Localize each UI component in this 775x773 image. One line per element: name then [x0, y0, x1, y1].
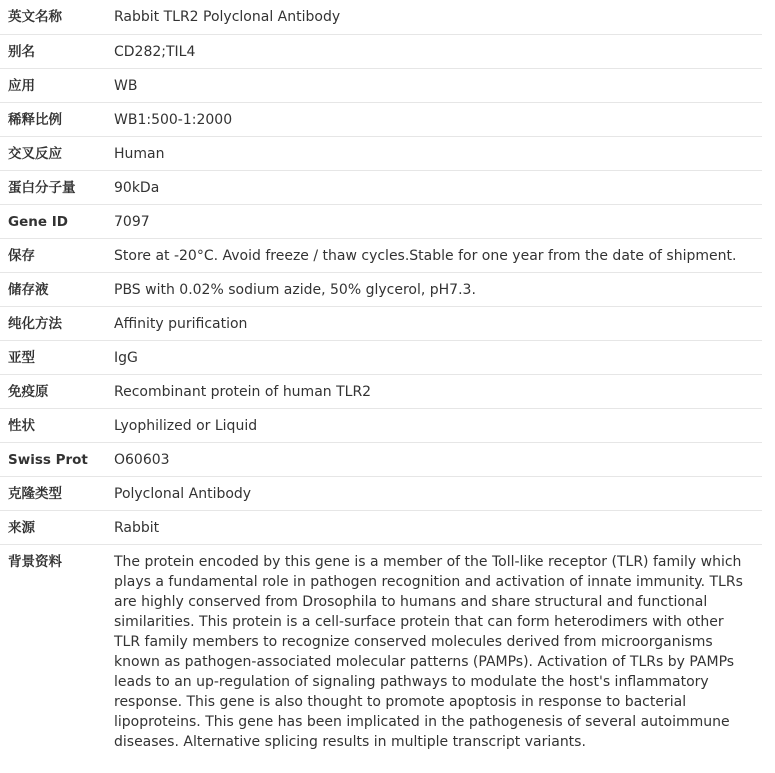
spec-label: 英文名称: [0, 0, 114, 34]
spec-value: Store at -20°C. Avoid freeze / thaw cycles.Stable for one year from the date of shipment.: [114, 238, 762, 272]
spec-row-immunogen: [0, 374, 762, 408]
spec-row-form: [0, 408, 762, 442]
spec-value: PBS with 0.02% sodium azide, 50% glycerol, pH7.3.: [114, 272, 762, 306]
spec-value: Human: [114, 136, 762, 170]
spec-value: [114, 544, 762, 758]
spec-label: 性状: [0, 408, 114, 442]
spec-row-isotype: [0, 340, 762, 374]
spec-label: 保存: [0, 238, 114, 272]
spec-row-molecular-weight: [0, 170, 762, 204]
spec-label: 交叉反应: [0, 136, 114, 170]
spec-value: 90kDa: [114, 170, 762, 204]
spec-value: Affinity purification: [114, 306, 762, 340]
spec-row-host: [0, 510, 762, 544]
spec-value: Lyophilized or Liquid: [114, 408, 762, 442]
spec-value: Polyclonal Antibody: [114, 476, 762, 510]
spec-row-gene-id: [0, 204, 762, 238]
spec-label: 克隆类型: [0, 476, 114, 510]
spec-value: WB: [114, 68, 762, 102]
spec-label: Gene ID: [0, 204, 114, 238]
background-description: The protein encoded by this gene is a member of the Toll-like receptor (TLR) family which plays a fundamental role in pathogen recognition and activation of innate immunity. TLRs are highly conserved from Drosophila to humans and share structural and functional similarities. This protein is a cell-surface protein that can form heterodimers with other TLR family members to recognize conserved molecules derived from microorganisms known as pathogen-associated molecular patterns (PAMPs). Activation of TLRs by PAMPs leads to an up-regulation of signaling pathways to modulate the host's inflammatory response. This gene is also thought to promote apoptosis in response to bacterial lipoproteins. This gene has been implicated in the pathogenesis of several autoimmune diseases. Alternative splicing results in multiple transcript variants.: [114, 553, 743, 750]
spec-label: 稀释比例: [0, 102, 114, 136]
spec-value: Rabbit TLR2 Polyclonal Antibody: [114, 0, 762, 34]
spec-label: 别名: [0, 34, 114, 68]
spec-row-buffer: [0, 272, 762, 306]
spec-row-reactivity: [0, 136, 762, 170]
spec-label: Swiss Prot: [0, 442, 114, 476]
spec-label: 纯化方法: [0, 306, 114, 340]
spec-row-swiss-prot: [0, 442, 762, 476]
spec-label: 亚型: [0, 340, 114, 374]
spec-value: Rabbit: [114, 510, 762, 544]
spec-value: CD282;TIL4: [114, 34, 762, 68]
spec-row-application: [0, 68, 762, 102]
spec-label: 蛋白分子量: [0, 170, 114, 204]
spec-value: Recombinant protein of human TLR2: [114, 374, 762, 408]
spec-value: 7097: [114, 204, 762, 238]
spec-label: 来源: [0, 510, 114, 544]
spec-row-storage: [0, 238, 762, 272]
spec-label: 背景资料: [8, 553, 62, 570]
spec-row-english-name: [0, 0, 762, 34]
spec-label: 储存液: [0, 272, 114, 306]
spec-row-purification: [0, 306, 762, 340]
spec-row-background: [0, 544, 762, 758]
spec-row-alias: [0, 34, 762, 68]
spec-value: WB1:500-1:2000: [114, 102, 762, 136]
spec-value: O60603: [114, 442, 762, 476]
spec-value: IgG: [114, 340, 762, 374]
spec-label: 免疫原: [0, 374, 114, 408]
spec-row-dilution: [0, 102, 762, 136]
spec-label: 应用: [0, 68, 114, 102]
spec-row-clonality: [0, 476, 762, 510]
